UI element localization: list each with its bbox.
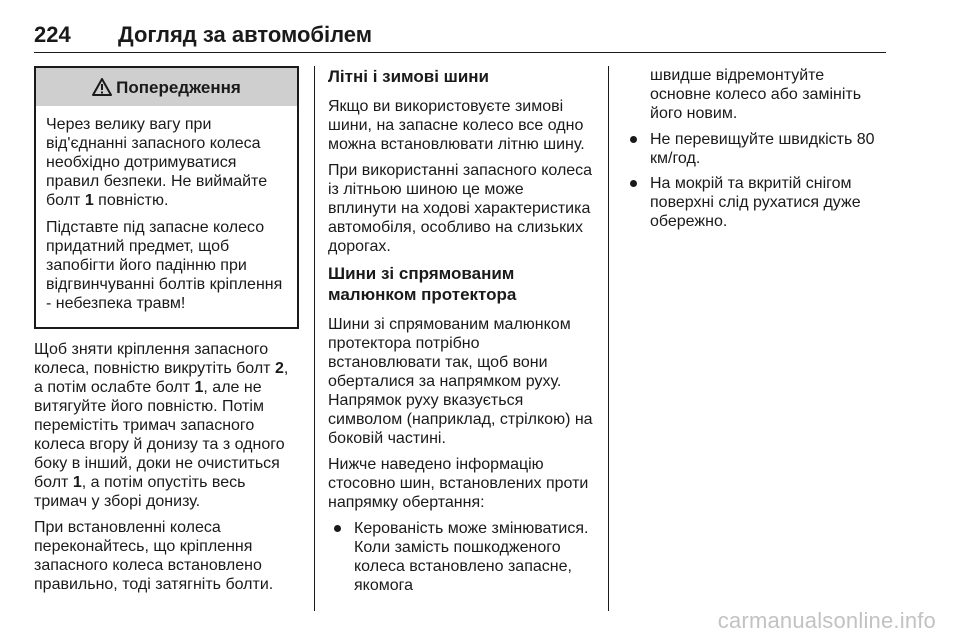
column-divider <box>608 66 609 611</box>
right-column <box>624 66 886 237</box>
header-rule <box>34 52 886 53</box>
page-header <box>34 22 886 52</box>
bold-reference: 1 <box>194 379 204 396</box>
list-item: Не перевищуйте швидкість 80 км/год. <box>624 130 886 168</box>
bullet-list <box>328 519 594 595</box>
warning-triangle-icon <box>92 78 112 96</box>
warning-body <box>36 106 297 327</box>
left-column <box>34 66 299 601</box>
page-title: Догляд за автомобілем <box>118 22 373 47</box>
warning-box <box>34 66 299 329</box>
bold-reference: 1 <box>72 474 82 491</box>
warning-title: Попередження <box>116 77 241 97</box>
bold-reference: 1 <box>84 192 94 209</box>
warning-paragraph: Підставте під запасне колесо придатний предмет, щоб запобігти його падінню при відгвинчуванні болтів кріплення - небезпека травм! <box>46 219 283 312</box>
body-paragraph: Шини зі спрямованим малюнком протектора потрібно встановлювати так, щоб вони оберталися за напрямком руху. Напрямок руху вказується символом (наприклад, стрілкою) на боковій частині. <box>328 316 593 447</box>
bold-reference: 2 <box>274 360 284 377</box>
body-paragraph: Якщо ви використовуєте зимові шини, на запасне колесо все одно можна встановлювати літню шину. <box>328 98 585 153</box>
list-item: Керованість може змінюватися. Коли замість пошкодженого колеса встановлено запасне, якомога <box>328 519 594 595</box>
body-paragraph: Щоб зняти кріплення запасного колеса, повністю викрутіть болт 2, а потім ослабте болт 1, але не витягуйте його повністю. Потім перемістіть тримач запасного колеса вгору й донизу та з одного боку в інший, доки не очиститься болт 1, а потім опустіть весь тримач у зборі донизу. <box>34 341 289 510</box>
body-paragraph: Нижче наведено інформацію стосовно шин, встановлених проти напрямку обертання: <box>328 456 589 511</box>
list-item: На мокрій та вкритій снігом поверхні слід рухатися дуже обережно. <box>624 174 886 231</box>
body-paragraph: При використанні запасного колеса із літньою шиною це може вплинути на ходові характеристика автомобіля, особливо на слизьких дорогах. <box>328 162 593 255</box>
page-number: 224 <box>34 22 71 47</box>
section-heading: Шини зі спрямованим малюнком протектора <box>328 264 517 304</box>
section-heading: Літні і зимові шини <box>328 67 490 86</box>
body-paragraph: При встановленні колеса переконайтесь, що кріплення запасного колеса встановлено правильно, тоді затягніть болти. <box>34 519 274 593</box>
watermark: carmanualsonline.info <box>717 608 936 633</box>
middle-column <box>328 66 594 601</box>
column-divider <box>314 66 315 611</box>
list-continuation: швидше відремонтуйте основне колесо або замініть його новим. <box>650 67 862 122</box>
warning-paragraph: Через велику вагу при від'єднанні запасного колеса необхідно дотримуватися правил безпеки. Не виймайте болт 1 повністю. <box>46 116 268 209</box>
bullet-list <box>624 130 886 231</box>
warning-header <box>36 68 297 106</box>
